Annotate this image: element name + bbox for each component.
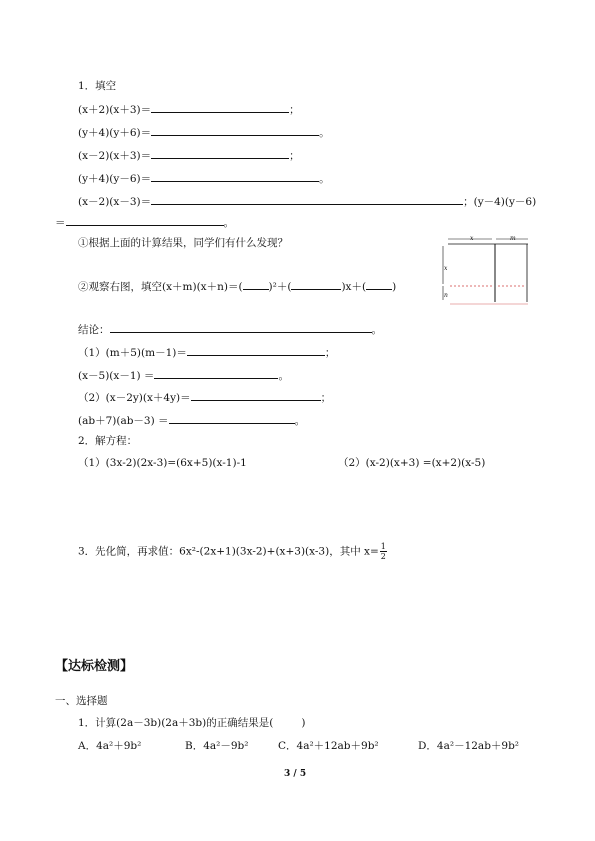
area-model-figure (438, 234, 532, 306)
side-label-n: n (444, 292, 448, 299)
q1-line-1-expr: (x＋2)(x＋3)＝ (78, 104, 152, 116)
mc-question-1-text: 1．计算(2a－3b)(2a＋3b)的正确结果是( (78, 717, 274, 729)
mc-option-b[interactable]: B．4a²－9b² (185, 740, 249, 752)
top-label-x: x (470, 235, 474, 242)
q3-text (78, 542, 387, 561)
q1-line-3-end: ； (289, 150, 300, 162)
q1-line-3 (78, 147, 300, 163)
mc-option-c[interactable]: C．4a²＋12ab＋9b² (278, 740, 379, 752)
q3-fraction (380, 542, 387, 561)
q1-observe-blank-1[interactable] (243, 278, 269, 290)
q1-line-4-blank[interactable] (151, 170, 319, 182)
q1-line-5 (78, 193, 536, 209)
q1-practice-2-end: 。 (278, 370, 289, 382)
q1-line-5-wrap (55, 214, 234, 230)
q1-wrap-prefix: ＝ (55, 217, 66, 229)
area-model-diagram (438, 234, 532, 306)
mc-option-a[interactable]: A．4a²＋9b² (78, 740, 142, 752)
q1-line-5-end: ；(y－4)(y－6) (463, 196, 537, 208)
q1-practice-2-expr: (x－5)(x－1) ＝ (78, 370, 155, 382)
q1-observe-mid1: )²＋( (268, 281, 292, 293)
q1-conclusion-end: 。 (371, 324, 382, 336)
q2-title: 2．解方程： (78, 435, 138, 447)
q1-practice-4-end: 。 (294, 415, 306, 427)
q1-line-5-expr: (x－2)(x－3)＝ (78, 196, 152, 208)
q1-observe-blank-3[interactable] (366, 278, 392, 290)
q1-title: 1．填空 (78, 80, 117, 92)
q1-observe-mid2: )x＋( (341, 281, 367, 293)
q1-practice-1 (78, 344, 335, 360)
q1-conclusion-blank[interactable] (110, 321, 372, 333)
page-number: 3 / 5 (284, 769, 307, 779)
q1-observe (78, 278, 396, 294)
q1-observe-end: ) (392, 281, 397, 293)
q3-frac-numerator: 1 (380, 542, 386, 551)
q1-line-1-blank[interactable] (151, 101, 289, 113)
q1-practice-3 (78, 389, 331, 405)
q1-line-1 (78, 101, 300, 117)
side-label-x: x (444, 265, 448, 272)
q1-line-4 (78, 170, 330, 186)
q1-practice-4 (78, 412, 305, 428)
mc-question-1 (78, 716, 305, 730)
q1-line-4-expr: (y＋4)(y－6)＝ (78, 173, 152, 185)
q1-wrap-end: 。 (223, 217, 234, 229)
q2-equation-1: （1）(3x-2)(2x-3)=(6x+5)(x-1)-1 (78, 457, 247, 469)
q1-practice-4-expr: (ab＋7)(ab－3) ＝ (78, 415, 169, 427)
q1-line-2 (78, 124, 330, 140)
q1-practice-4-blank[interactable] (169, 412, 295, 424)
q1-line-2-blank[interactable] (151, 124, 319, 136)
q1-practice-1-end: ； (324, 347, 336, 359)
q1-practice-1-expr: （1）(m＋5)(m－1)＝ (78, 347, 187, 359)
mc-option-d[interactable]: D．4a²－12ab＋9b² (418, 740, 520, 752)
q1-conclusion (78, 321, 382, 337)
q1-practice-2-blank[interactable] (154, 367, 278, 379)
q1-conclusion-label: 结论： (78, 324, 110, 336)
q1-line-1-end: ； (289, 104, 300, 116)
q1-practice-3-blank[interactable] (191, 389, 321, 401)
q1-practice-2 (78, 367, 289, 383)
q1-practice-3-expr: （2）(x－2y)(x＋4y)＝ (78, 392, 191, 404)
q1-observe-prefix: ②观察右图，填空(x＋m)(x＋n)＝( (78, 281, 243, 293)
mc-question-1-end: ) (301, 717, 306, 729)
top-label-m: m (510, 235, 516, 242)
q2-equation-2: （2）(x-2)(x+3) =(x+2)(x-5) (338, 457, 486, 469)
q1-practice-3-end: ； (320, 392, 332, 404)
q3-frac-denominator: 2 (380, 552, 386, 561)
q1-line-3-expr: (x－2)(x＋3)＝ (78, 150, 152, 162)
q1-observe-blank-2[interactable] (291, 278, 341, 290)
q1-line-5-blank[interactable] (151, 193, 463, 205)
q1-line-4-end: 。 (319, 173, 330, 185)
q1-line-3-blank[interactable] (151, 147, 289, 159)
q3-text-body: 3．先化简，再求值：6x²-(2x+1)(3x-2)+(x+3)(x-3)，其中 x= (78, 545, 379, 558)
q1-line-2-expr: (y＋4)(y＋6)＝ (78, 127, 152, 139)
q1-line-6-blank[interactable] (66, 214, 224, 226)
q1-practice-1-blank[interactable] (187, 344, 325, 356)
q1-discover: ①根据上面的计算结果，同学们有什么发现？ (78, 237, 288, 249)
section-subheading: 一、选择题 (55, 695, 108, 707)
section-heading: 【达标检测】 (55, 659, 134, 674)
q1-line-2-end: 。 (319, 127, 330, 139)
